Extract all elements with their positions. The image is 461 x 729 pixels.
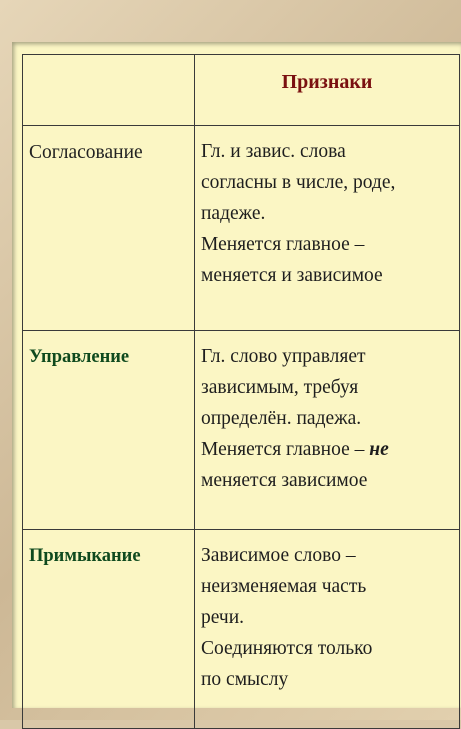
table-row [23, 530, 460, 729]
description-line: по смыслу [201, 669, 289, 690]
description-line: неизменяемая часть [201, 576, 367, 597]
description-cell [195, 530, 460, 729]
header-empty-cell [23, 55, 195, 126]
term-adjoining: Примыкание [29, 546, 141, 566]
description-line: речи. [201, 607, 245, 628]
negation-emphasis: не [369, 439, 389, 460]
description-line: Гл. и завис. слова [201, 141, 346, 162]
description-line: Меняется главное – [201, 234, 365, 255]
term-government: Управление [29, 347, 130, 367]
description-line: падеже. [201, 203, 266, 224]
term-cell [23, 530, 195, 729]
description-line: определён. падежа. [201, 408, 362, 429]
description-line: Соединяются только [201, 638, 373, 659]
table-row [23, 126, 460, 331]
description-line: зависимым, требуя [201, 377, 359, 398]
header-features-cell [195, 55, 460, 126]
table-header-row [23, 55, 460, 126]
term-cell [23, 331, 195, 530]
description-cell [195, 331, 460, 530]
table-row [23, 331, 460, 530]
term-agreement: Согласование [29, 142, 143, 163]
term-cell [23, 126, 195, 331]
description-line: Меняется главное – не [201, 439, 389, 460]
description-line: меняется и зависимое [201, 265, 383, 286]
description-line: меняется зависимое [201, 470, 368, 491]
column-title: Признаки [281, 71, 373, 93]
syntax-links-table [22, 54, 460, 729]
description-line: Зависимое слово – [201, 545, 356, 566]
description-line: Гл. слово управляет [201, 346, 366, 367]
description-line: согласны в числе, роде, [201, 172, 396, 193]
description-cell [195, 126, 460, 331]
